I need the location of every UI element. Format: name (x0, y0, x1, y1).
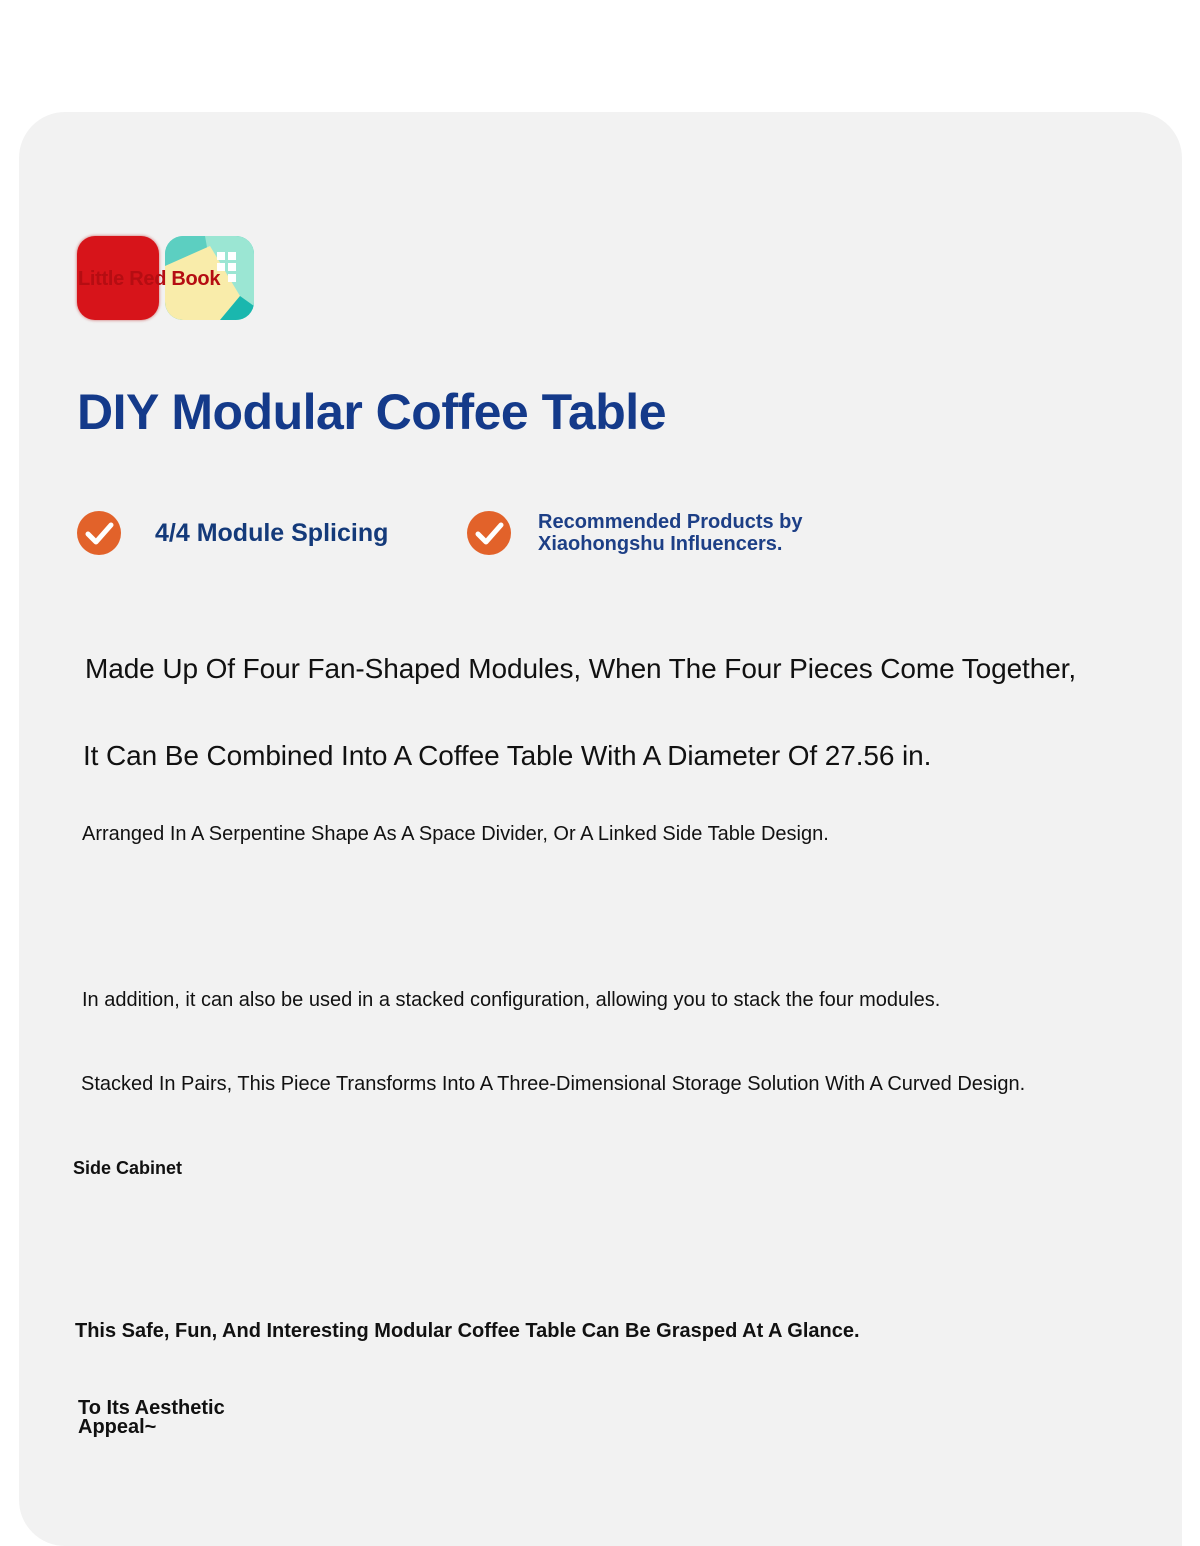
description-line-3: Arranged In A Serpentine Shape As A Space Divider, Or A Linked Side Table Design. (82, 823, 829, 845)
closing-line-2: To Its Aesthetic Appeal~ (78, 1397, 225, 1438)
checkmark-icon (77, 511, 121, 560)
description-line-2: It Can Be Combined Into A Coffee Table With A Diameter Of 27.56 in. (83, 740, 932, 771)
description-line-1: Made Up Of Four Fan-Shaped Modules, When The Four Pieces Come Together, (85, 653, 1077, 684)
page-title: DIY Modular Coffee Table (77, 384, 667, 440)
logo-text: Little Red Book (78, 268, 221, 290)
feature-module-splicing: 4/4 Module Splicing (155, 519, 389, 547)
closing-line-1: This Safe, Fun, And Interesting Modular Coffee Table Can Be Grasped At A Glance. (75, 1320, 860, 1342)
side-cabinet-label: Side Cabinet (73, 1158, 183, 1178)
description-line-4: In addition, it can also be used in a stacked configuration, allowing you to stack the four modules. (82, 989, 941, 1011)
checkmark-icon (467, 511, 511, 560)
description-line-5: Stacked In Pairs, This Piece Transforms Into A Three-Dimensional Storage Solution With A Curved Design. (81, 1073, 1026, 1095)
feature-recommended: Recommended Products by Xiaohongshu Influencers. (538, 511, 803, 555)
